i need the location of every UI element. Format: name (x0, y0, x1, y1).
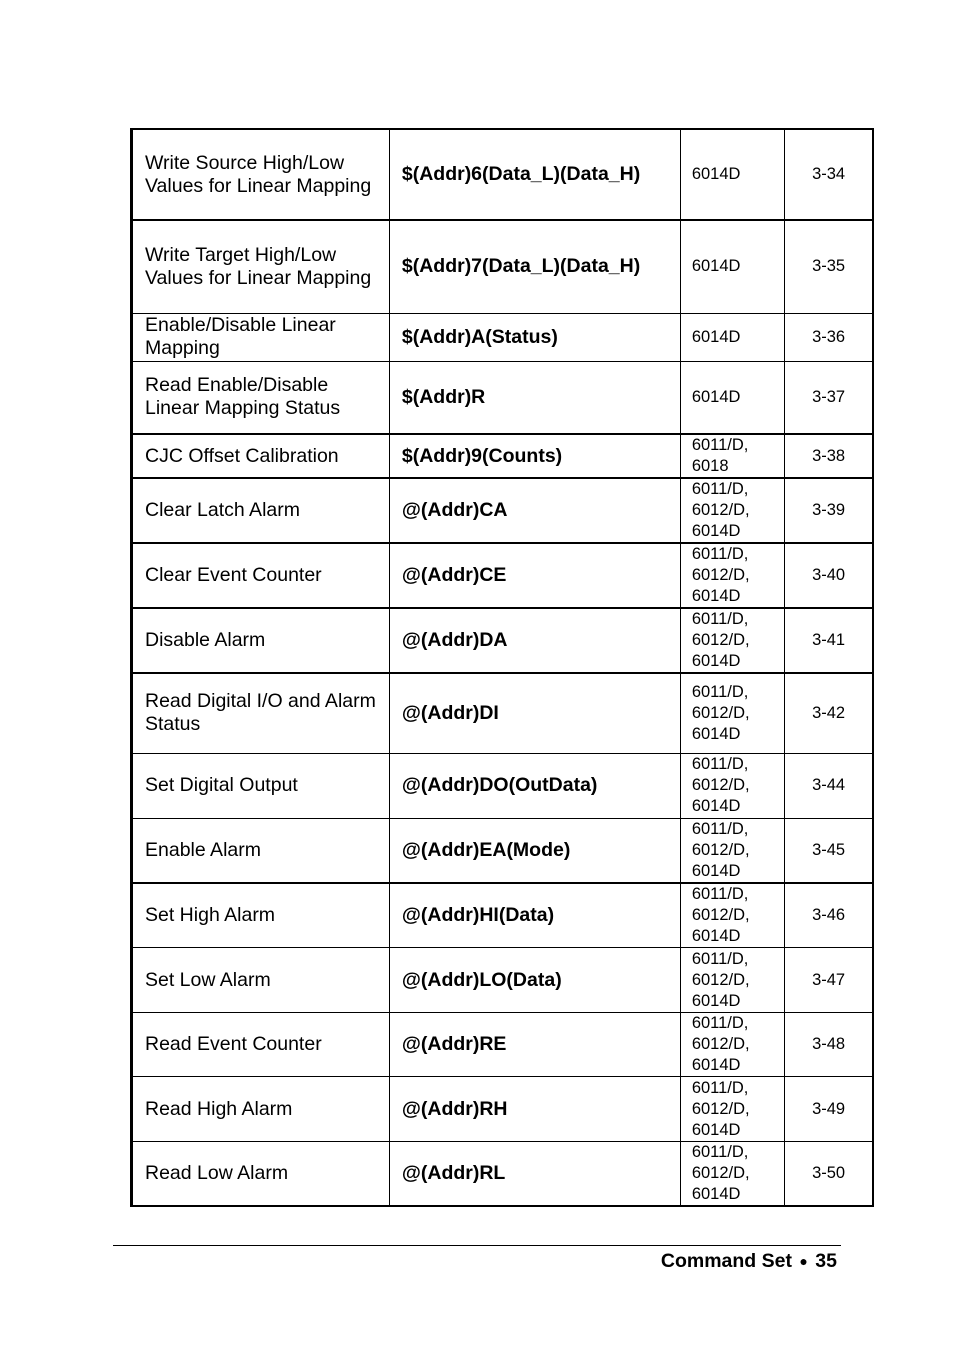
section-reference: 3-35 (785, 220, 873, 313)
command-description: Clear Event Counter (132, 543, 390, 608)
module-list: 6014D (680, 220, 784, 313)
table-row (132, 948, 874, 1013)
footer-divider (113, 1245, 841, 1246)
command-description: Read Low Alarm (132, 1142, 390, 1207)
module-list: 6011/D, 6012/D, 6014D (680, 543, 784, 608)
module-list: 6011/D, 6012/D, 6014D (680, 1077, 784, 1142)
module-list: 6014D (680, 361, 784, 434)
table-row (132, 1142, 874, 1207)
module-list: 6011/D, 6012/D, 6014D (680, 818, 784, 883)
module-list: 6014D (680, 129, 784, 220)
command-syntax: $(Addr)6(Data_L)(Data_H) (389, 129, 680, 220)
command-syntax: @(Addr)DI (389, 673, 680, 753)
section-reference: 3-47 (785, 948, 873, 1013)
table-row (132, 129, 874, 220)
command-description: Enable Alarm (132, 818, 390, 883)
table-row (132, 883, 874, 948)
command-syntax: @(Addr)LO(Data) (389, 948, 680, 1013)
command-description: CJC Offset Calibration (132, 434, 390, 478)
page-footer (661, 1250, 837, 1273)
command-description: Set Digital Output (132, 753, 390, 818)
command-syntax: @(Addr)EA(Mode) (389, 818, 680, 883)
command-syntax: @(Addr)DO(OutData) (389, 753, 680, 818)
module-list: 6011/D, 6012/D, 6014D (680, 1013, 784, 1077)
table-row (132, 608, 874, 673)
command-syntax: @(Addr)DA (389, 608, 680, 673)
table-row (132, 478, 874, 543)
section-reference: 3-34 (785, 129, 873, 220)
section-reference: 3-37 (785, 361, 873, 434)
section-reference: 3-42 (785, 673, 873, 753)
table-row (132, 543, 874, 608)
table-row (132, 313, 874, 361)
table-row (132, 753, 874, 818)
section-reference: 3-39 (785, 478, 873, 543)
command-syntax: @(Addr)CE (389, 543, 680, 608)
table-row (132, 220, 874, 313)
section-reference: 3-49 (785, 1077, 873, 1142)
command-description: Read High Alarm (132, 1077, 390, 1142)
section-reference: 3-45 (785, 818, 873, 883)
section-reference: 3-40 (785, 543, 873, 608)
section-reference: 3-41 (785, 608, 873, 673)
section-reference: 3-44 (785, 753, 873, 818)
page-number: 35 (815, 1250, 837, 1272)
command-description: Write Source High/Low Values for Linear Mapping (132, 129, 390, 220)
command-syntax: @(Addr)RE (389, 1013, 680, 1077)
module-list: 6011/D, 6012/D, 6014D (680, 478, 784, 543)
command-syntax: $(Addr)9(Counts) (389, 434, 680, 478)
command-description: Read Digital I/O and Alarm Status (132, 673, 390, 753)
command-description: Write Target High/Low Values for Linear Mapping (132, 220, 390, 313)
module-list: 6011/D, 6018 (680, 434, 784, 478)
command-syntax: @(Addr)CA (389, 478, 680, 543)
table-row (132, 818, 874, 883)
bullet-icon: ● (799, 1253, 808, 1269)
command-description: Enable/Disable Linear Mapping (132, 313, 390, 361)
table-row (132, 1077, 874, 1142)
footer-chapter-title: Command Set (660, 1250, 792, 1272)
command-syntax: @(Addr)RH (389, 1077, 680, 1142)
module-list: 6014D (680, 313, 784, 361)
command-syntax: @(Addr)RL (389, 1142, 680, 1207)
section-reference: 3-36 (785, 313, 873, 361)
command-description: Clear Latch Alarm (132, 478, 390, 543)
module-list: 6011/D, 6012/D, 6014D (680, 608, 784, 673)
command-description: Set High Alarm (132, 883, 390, 948)
module-list: 6011/D, 6012/D, 6014D (680, 753, 784, 818)
command-syntax: $(Addr)7(Data_L)(Data_H) (389, 220, 680, 313)
section-reference: 3-38 (785, 434, 873, 478)
command-description: Set Low Alarm (132, 948, 390, 1013)
module-list: 6011/D, 6012/D, 6014D (680, 1142, 784, 1207)
command-syntax: @(Addr)HI(Data) (389, 883, 680, 948)
command-table (130, 128, 874, 1207)
table-row (132, 1013, 874, 1077)
command-description: Read Event Counter (132, 1013, 390, 1077)
command-description: Read Enable/Disable Linear Mapping Status (132, 361, 390, 434)
module-list: 6011/D, 6012/D, 6014D (680, 948, 784, 1013)
table-row (132, 361, 874, 434)
table-row (132, 434, 874, 478)
command-syntax: $(Addr)R (389, 361, 680, 434)
module-list: 6011/D, 6012/D, 6014D (680, 673, 784, 753)
section-reference: 3-46 (785, 883, 873, 948)
command-syntax: $(Addr)A(Status) (389, 313, 680, 361)
section-reference: 3-50 (785, 1142, 873, 1207)
command-description: Disable Alarm (132, 608, 390, 673)
module-list: 6011/D, 6012/D, 6014D (680, 883, 784, 948)
section-reference: 3-48 (785, 1013, 873, 1077)
table-row (132, 673, 874, 753)
